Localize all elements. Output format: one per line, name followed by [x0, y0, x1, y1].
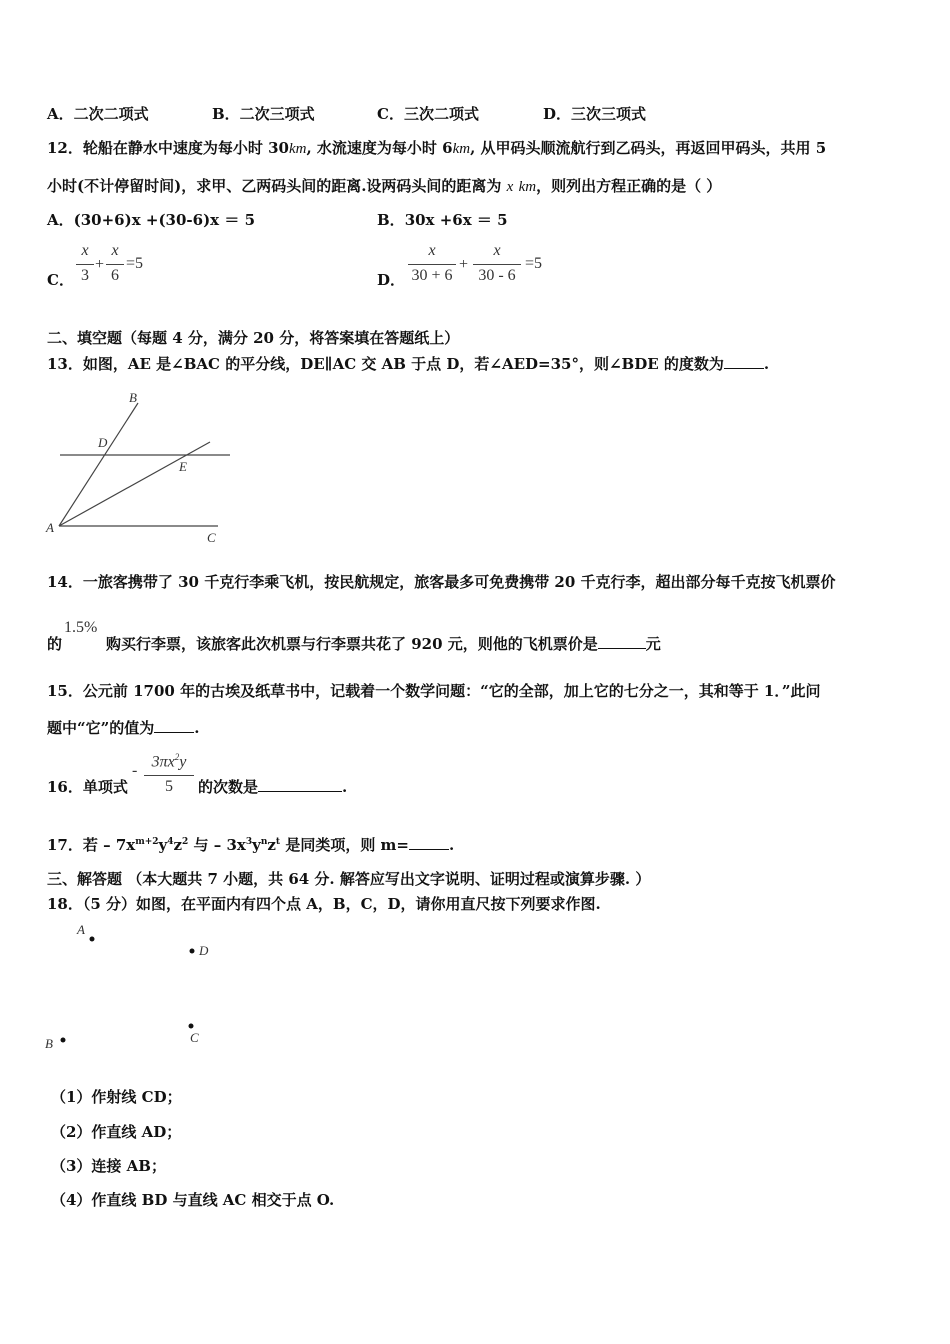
label-a: A: [46, 520, 54, 535]
q14-percent: 1.5%: [64, 619, 98, 636]
q12-d-plus: +: [459, 256, 469, 273]
q12-d-fraction-1: x 30 + 6: [406, 242, 458, 290]
q12-line1: 12．轮船在静水中速度为每小时 30km, 水流速度为每小时 6km, 从甲码头顺流航行到乙码头，再返回甲码头，共用 5: [47, 139, 827, 157]
point-c-label: C: [190, 1030, 199, 1045]
q16-minus: -: [132, 762, 138, 779]
label-d: D: [98, 435, 108, 450]
q18-step-4: （4）作直线 BD 与直线 AC 相交于点 O.: [51, 1191, 335, 1209]
q12-d-fraction-2: x 30 - 6: [471, 242, 523, 290]
q18-step-2: （2）作直线 AD；: [51, 1123, 182, 1141]
point-c: [189, 1024, 194, 1029]
q11-option-b: B．二次三项式: [212, 105, 315, 123]
q12-line2: 小时(不计停留时间)，求甲、乙两码头间的距离.设两码头间的距离为 x km，则列出方程正确的是（ ）: [47, 177, 722, 195]
q17-text: 17．若 – $7x^{m+2}y^4z^2$ 与 – $3x^3y^nz^t$ 是同类项，则 m= .: [47, 836, 455, 854]
point-b: [61, 1038, 66, 1043]
q18-text: 18．（5 分）如图，在平面内有四个点 A，B，C，D，请你用直尺按下列要求作图.: [47, 895, 601, 913]
label-b: B: [129, 390, 137, 405]
point-a-label: A: [77, 922, 85, 937]
q16-fraction: $3\pi x^2y$ 5: [142, 752, 196, 800]
q12-c-rhs: =5: [126, 255, 144, 272]
q16-label: 16．单项式: [47, 778, 128, 796]
q18-step-3: （3）连接 AB；: [51, 1157, 166, 1175]
label-e: E: [179, 459, 187, 474]
q12-option-d-label: D．: [377, 271, 406, 289]
q12-option-a: A．(30+6)x +(30-6)x ＝ 5: [47, 211, 256, 229]
q12-option-b: B．30x +6x ＝ 5: [377, 211, 508, 229]
q15-line1: 15．公元前 1700 年的古埃及纸草书中，记载着一个数学问题：“它的全部，加上它的七分之一，其和等于 1．”此问: [47, 682, 821, 700]
ray-ab: [59, 403, 138, 526]
q13-text: 13．如图，AE 是∠BAC 的平分线，DE∥AC 交 AB 于点 D，若∠AED=35°，则∠BDE 的度数为 .: [47, 355, 770, 373]
point-b-label: B: [45, 1036, 53, 1051]
q12-option-c-label: C．: [47, 271, 74, 289]
q16-text: 的次数是 .: [198, 778, 348, 796]
label-c: C: [207, 530, 216, 545]
q14-line2-start: 的: [47, 635, 63, 653]
q12-c-fraction-1: x 3: [74, 242, 96, 290]
q18-figure: [40, 918, 240, 1058]
q14-line1: 14．一旅客携带了 30 千克行李乘飞机，按民航规定，旅客最多可免费携带 20 千克行李，超出部分每千克按飞机票价: [47, 573, 836, 591]
q12-c-plus: +: [95, 256, 105, 273]
point-a: [90, 937, 95, 942]
q11-option-a: A．二次二项式: [47, 105, 149, 123]
q11-option-c: C．三次二项式: [377, 105, 479, 123]
point-d-label: D: [199, 943, 209, 958]
point-d: [190, 949, 195, 954]
section2-heading: 二、填空题（每题 4 分，满分 20 分，将答案填在答题纸上）: [47, 329, 460, 347]
section3-heading: 三、解答题 （本大题共 7 小题，共 64 分. 解答应写出文字说明、证明过程或演算步骤. ）: [47, 870, 651, 888]
q11-option-d: D．三次三项式: [543, 105, 647, 123]
q13-figure: [40, 385, 240, 550]
q15-line2: 题中“它”的值为 .: [47, 719, 200, 737]
q12-c-fraction-2: x 6: [104, 242, 126, 290]
q14-line2: 购买行李票，该旅客此次机票与行李票共花了 920 元，则他的飞机票价是 元: [106, 635, 661, 653]
q12-d-rhs: =5: [525, 255, 543, 272]
q18-step-1: （1）作射线 CD；: [51, 1088, 182, 1106]
